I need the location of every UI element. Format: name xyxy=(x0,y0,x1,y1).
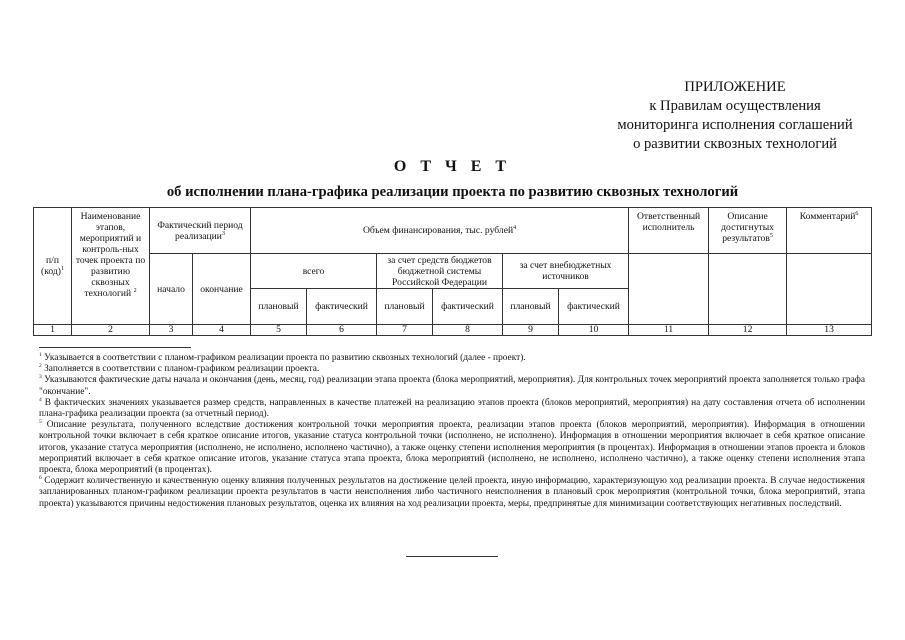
header-cell-comments: Комментарий$^6$ xyxy=(787,208,872,254)
header-cell-finance: Объем финансирования, тыс. рублей$^4$ xyxy=(251,208,629,254)
header-cell-responsible: Ответственный исполнитель xyxy=(629,208,709,254)
header-cell-results: Описание достигнутых результатов$^5$ xyxy=(709,208,787,254)
header-cell-num: п/п (код)$^1$ xyxy=(34,208,72,325)
header-cell-empty xyxy=(709,254,787,325)
header-cell-total: всего xyxy=(251,254,377,289)
header-cell-period: Фактический период реализации$^3$ xyxy=(150,208,251,254)
header-cell-budget: за счет средств бюджетов бюджетной системы Российской Федерации xyxy=(377,254,503,289)
column-number: 11 xyxy=(629,325,709,336)
header-cell-name: Наименование этапов, мероприятий и контроль-ных точек проекта по развитию сквозных технологий $^2$ xyxy=(72,208,150,325)
column-number: 12 xyxy=(709,325,787,336)
appendix-title: ПРИЛОЖЕНИЕ xyxy=(684,79,786,95)
header-cell-empty xyxy=(787,254,872,325)
header-cell-planned: плановый xyxy=(251,289,307,325)
footnote-separator xyxy=(39,347,191,348)
appendix-line: о развитии сквозных технологий xyxy=(633,136,837,152)
header-cell-extrabudget: за счет внебюджетных источников xyxy=(503,254,629,289)
footnote: $^2$ Заполняется в соответствии с планом-графиком реализации проекта. xyxy=(39,363,320,375)
column-number: 8 xyxy=(433,325,503,336)
column-number: 7 xyxy=(377,325,433,336)
footnotes xyxy=(39,353,865,510)
footnote: $^1$ Указывается в соответствии с планом-графиком реализации проекта по развитию сквозных технологий (далее - проект). xyxy=(39,351,526,363)
column-number: 13 xyxy=(787,325,872,336)
header-cell-start: начало xyxy=(150,254,193,325)
column-number-row xyxy=(34,325,872,336)
column-number: 4 xyxy=(193,325,251,336)
report-subtitle: об исполнении плана-графика реализации проекта по развитию сквозных технологий xyxy=(166,184,739,200)
report-title: О Т Ч Е Т xyxy=(393,158,512,175)
column-number: 10 xyxy=(559,325,629,336)
header-cell-empty xyxy=(629,254,709,325)
column-number: 5 xyxy=(251,325,307,336)
end-separator xyxy=(406,556,498,557)
appendix-line: к Правилам осуществления xyxy=(649,98,821,114)
column-number: 3 xyxy=(150,325,193,336)
footnote: $^4$ В фактических значениях указывается размер средств, направленных в качестве платежей на реализацию этапов проекта (блоков мероприятий, мероприятия) на дату составления отчета об исполнении плана-графика реализации проекта (за отчетный период). xyxy=(39,396,865,420)
column-number: 1 xyxy=(34,325,72,336)
header-cell-end: окончание xyxy=(193,254,251,325)
footnote: $^5$ Описание результата, полученного вследствие достижения контрольной точки мероприятия проекта, реализации этапов проекта (блоков мероприятий, мероприятия). Информация в отношении контрольной точки включает в себя краткое описание итогов, указание статуса контрольной точки (исполнено, не исполнено). Информация в отношении мероприятия включает в себя краткое описание итогов, указание статуса мероприятия (исполнено, не исполнено, исполнено частично), а также оценку степени исполнения мероприятия (в процентах). Информация в отношении этапов проекта и блоков мероприятий включает в себя краткое описание итогов, указание статуса этапа проекта, блока мероприятий (исполнено, не исполнено, исполнено частично), а также оценку степени исполнения этапа проекта, блока мероприятий (в процентах). xyxy=(39,419,865,476)
header-cell-actual: фактический xyxy=(307,289,377,325)
appendix-line: мониторинга исполнения соглашений xyxy=(617,117,853,133)
header-cell-planned: плановый xyxy=(377,289,433,325)
header-cell-actual: фактический xyxy=(559,289,629,325)
appendix-header xyxy=(540,78,905,154)
column-number: 2 xyxy=(72,325,150,336)
column-number: 9 xyxy=(503,325,559,336)
column-number: 6 xyxy=(307,325,377,336)
header-cell-actual: фактический xyxy=(433,289,503,325)
footnote: $^6$ Содержит количественную и качественную оценку влияния полученных результатов на достижение целей проекта, иную информацию, характеризующую ход реализации проекта. В случае недостижения запланированных планом-графиком реализации проекта результатов в части неисполнения либо частичного неисполнения в плановый срок мероприятия (контрольной точки, блока мероприятий, этапа проекта) указываются причины недостижения плановых результатов, оценка их влияния на ход реализации проекта, меры, предпринятые для минимизации соответствующих негативных последствий. xyxy=(39,475,865,509)
footnote: $^3$ Указываются фактические даты начала и окончания (день, месяц, год) реализации этапа проекта (блока мероприятий, мероприятия). Для контрольных точек мероприятий проекта заполняется только графа "окончание". xyxy=(39,374,865,397)
header-cell-planned: плановый xyxy=(503,289,559,325)
report-table xyxy=(33,207,872,336)
